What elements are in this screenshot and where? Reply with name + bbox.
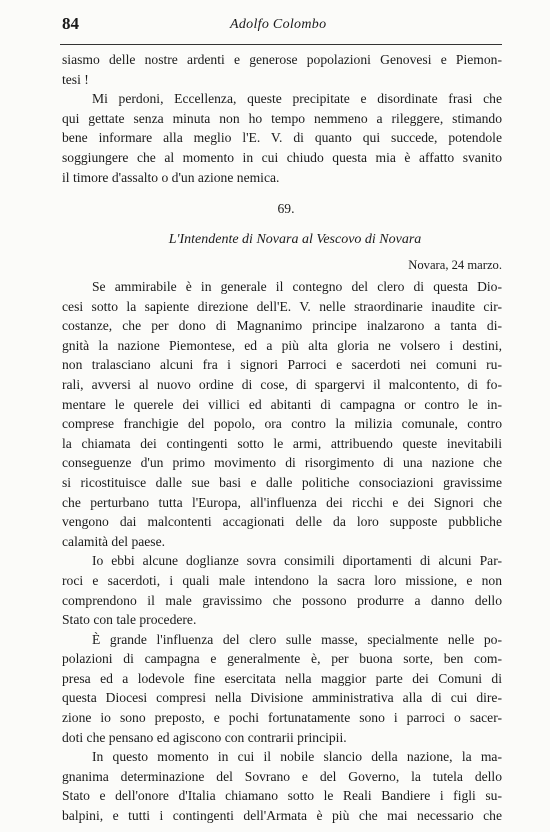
- page-number: 84: [62, 14, 79, 33]
- text-line: conseguenze d'un primo movimento di risorgimento di una nazione che: [62, 455, 502, 471]
- text-line: rali, avversi al nuovo ordine di cose, di spargervi il malcontento, di fo-: [62, 376, 502, 392]
- text-line: gnanima determinazione del Sovrano e del Governo, la tutela dello: [62, 768, 502, 784]
- text-line: tesi !: [62, 71, 89, 87]
- text-line: roci e sacerdoti, i quali male intendono la sacra loro missione, e non: [62, 572, 502, 588]
- text-line: non tralasciano alcuni fra i signori Parroci e sacerdoti nei comuni ru-: [62, 357, 502, 373]
- text-line: Stato con tale procedere.: [62, 612, 197, 628]
- letter-title: L'Intendente di Novara al Vescovo di Novara: [168, 232, 422, 247]
- text-line: la chiamata dei contingenti sotto le armi, attribuendo queste inevitabili: [62, 435, 502, 451]
- text-line: calamità del paese.: [62, 533, 166, 549]
- text-line: gnità la nazione Piemontese, ed a più alta gloria ne volsero i destini,: [62, 337, 502, 353]
- text-line: bene informare alla meglio l'E. V. di quanto qui succede, potendole: [62, 130, 502, 146]
- letter-body: [62, 277, 502, 826]
- text-line: Io ebbi alcune doglianze sovra consimili diportamenti di alcuni Par-: [92, 553, 502, 569]
- text-line: che perturbano tutta l'Europa, all'influenza dei ricchi e dei Signori che: [62, 494, 502, 510]
- text-line: balpini, e tutti i contingenti dell'Armata è più che mai necessario che: [62, 808, 502, 824]
- text-line: questa Diocesi compresi nella Divisione amministrativa alla di cui dire-: [62, 690, 502, 706]
- text-line: In questo momento in cui il nobile slancio della nazione, la ma-: [92, 749, 502, 765]
- text-line: il timore d'assalto o d'un azione nemica.: [62, 169, 280, 185]
- text-line: È grande l'influenza del clero sulle masse, specialmente nelle po-: [92, 631, 502, 647]
- continuation-paragraphs: [62, 50, 502, 187]
- text-line: Mi perdoni, Eccellenza, queste precipitate e disordinate frasi che: [92, 91, 502, 107]
- running-head: Adolfo Colombo: [230, 17, 327, 32]
- header-rule: [60, 44, 502, 45]
- text-line: Stato e dell'onore d'Italia chiamano sotto le Reali Bandiere i figli su-: [62, 788, 502, 804]
- text-line: comprendono il male gravissimo che possono produrre a danno dello: [62, 592, 502, 608]
- text-line: presa ed a lodevole fine esercitata nella maggior parte dei Comuni di: [62, 670, 502, 686]
- text-line: soggiungere che al momento in cui chiudo questa mia è affatto svanito: [62, 149, 502, 165]
- letter-dateline: Novara, 24 marzo.: [408, 258, 502, 272]
- text-line: cesi sotto la sapiente direzione dell'E. V. nelle straordinarie inaudite cir-: [62, 298, 502, 314]
- text-line: doti che pensano ed agiscono con contrarii principii.: [62, 729, 347, 745]
- letter-number: 69.: [277, 201, 295, 216]
- text-line: costanze, che per dono di Magnanimo principe inalzarono a tanta di-: [62, 318, 502, 334]
- text-line: comprese franchigie del popolo, ora contro la milizia comunale, contro: [62, 416, 502, 432]
- text-line: mentare le querele dei villici ed abitanti di campagna or contro le in-: [62, 396, 502, 412]
- text-line: vengono dai malcontenti accagionati delle da loro supposte pubbliche: [62, 514, 502, 530]
- text-line: qui gettate senza minuta non ho tempo nemmeno a rileggere, stimando: [62, 110, 502, 126]
- text-line: si ricostituisce dalle sue basi e dalle politiche consociazioni gravissime: [62, 474, 502, 490]
- text-line: polazioni di campagna e generalmente è, per buona sorte, ben com-: [62, 651, 502, 667]
- text-line: siasmo delle nostre ardenti e generose popolazioni Genovesi e Piemon-: [62, 52, 502, 67]
- text-line: Se ammirabile è in generale il contegno del clero di questa Dio-: [92, 279, 502, 294]
- text-line: zione io sono preposto, e pochi fortunatamente sono i parroci o sacer-: [62, 710, 502, 726]
